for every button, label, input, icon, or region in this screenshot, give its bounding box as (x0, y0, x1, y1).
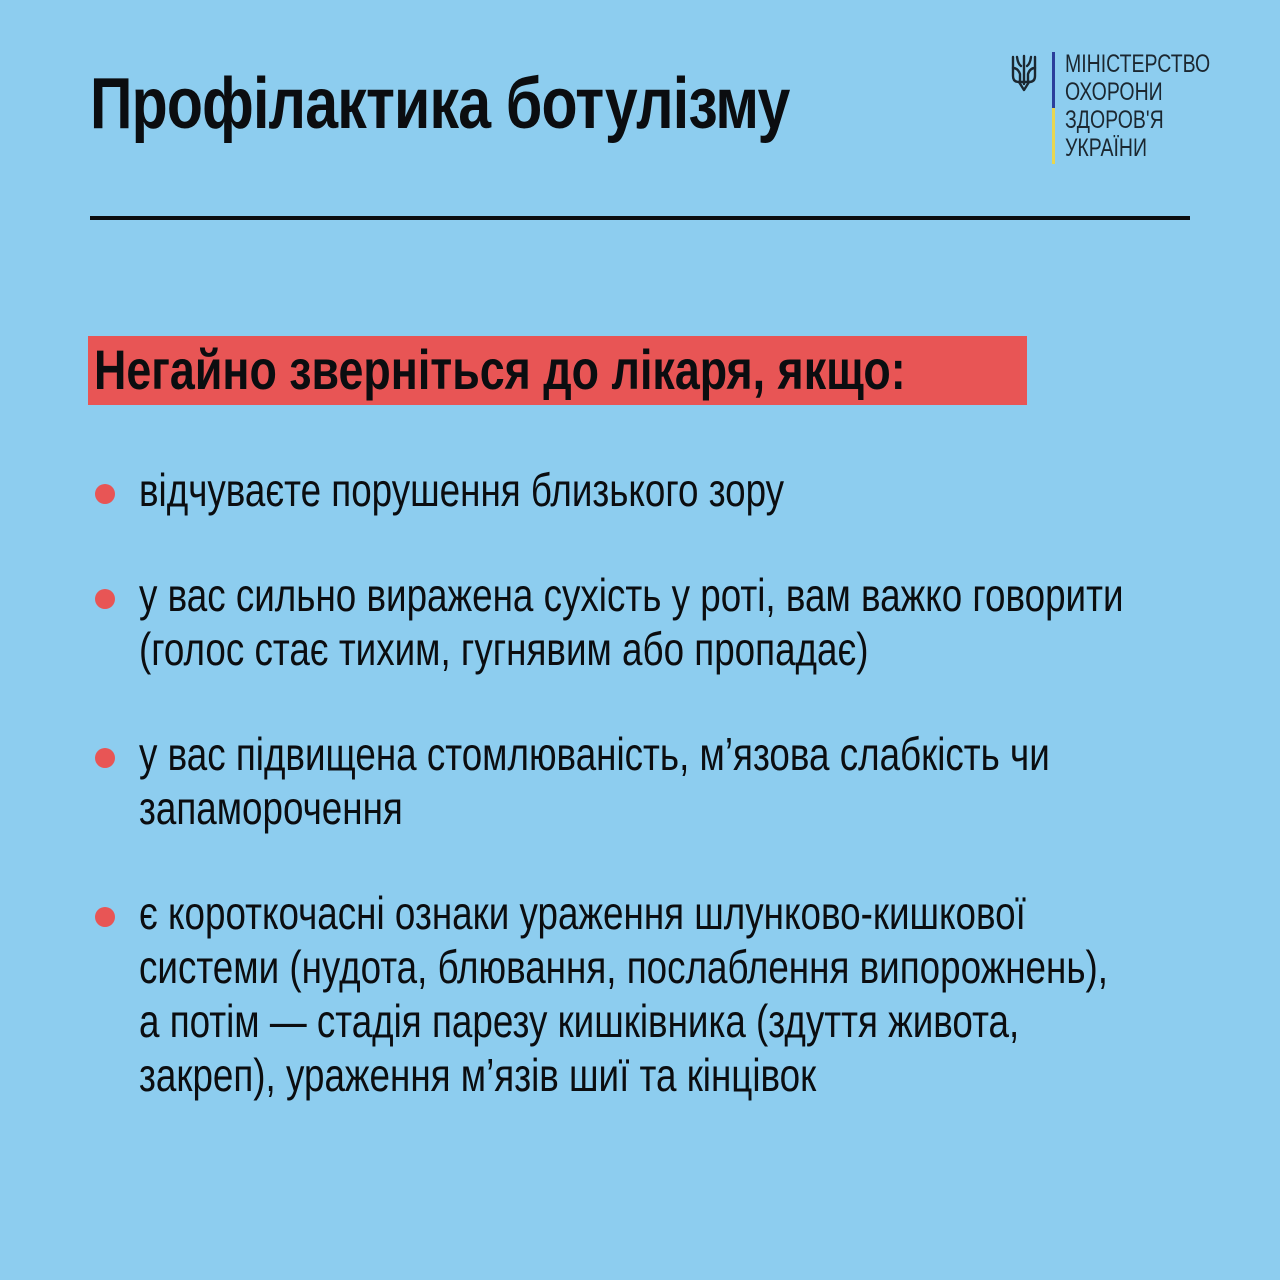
ministry-name-line: ЗДОРОВ'Я (1065, 106, 1164, 134)
flag-bar (1052, 52, 1055, 164)
ministry-name-line: ОХОРОНИ (1065, 78, 1163, 106)
list-item-line: (голос стає тихим, гугнявим або пропадає) (139, 623, 869, 675)
bullet-dot-icon (95, 484, 115, 504)
list-item-line: відчуваєте порушення близького зору (139, 464, 785, 516)
list-item-text (139, 727, 1050, 835)
list-item-line: запаморочення (139, 782, 403, 834)
ministry-name-line: МІНІСТЕРСТВО (1065, 50, 1211, 78)
divider (90, 216, 1190, 220)
list-item-line: у вас сильно виражена сухість у роті, вам важко говорити (139, 569, 1124, 621)
list-item-line: у вас підвищена стомлюваність, м’язова слабкість чи (139, 728, 1050, 780)
bullet-dot-icon (95, 589, 115, 609)
alert-heading: Негайно зверніться до лікаря, якщо: (94, 338, 906, 401)
ministry-logo (1010, 52, 1251, 167)
ministry-name-line: УКРАЇНИ (1065, 134, 1147, 162)
list-item-text (139, 886, 1108, 1102)
bullet-dot-icon (95, 907, 115, 927)
list-item-text (139, 463, 784, 517)
list-item-text (139, 568, 1124, 676)
page-title: Профілактика ботулізму (90, 64, 790, 144)
list-item-line: є короткочасні ознаки ураження шлунково-кишкової (139, 887, 1026, 939)
list-item-line: а потім — стадія парезу кишківника (здуття живота, (139, 995, 1020, 1047)
list-item-line: закреп), ураження м’язів шиї та кінцівок (139, 1049, 817, 1101)
ministry-name (1065, 50, 1210, 162)
bullet-dot-icon (95, 748, 115, 768)
trident-icon (1010, 54, 1038, 94)
list-item-line: системи (нудота, блювання, послаблення випорожнень), (139, 941, 1109, 993)
